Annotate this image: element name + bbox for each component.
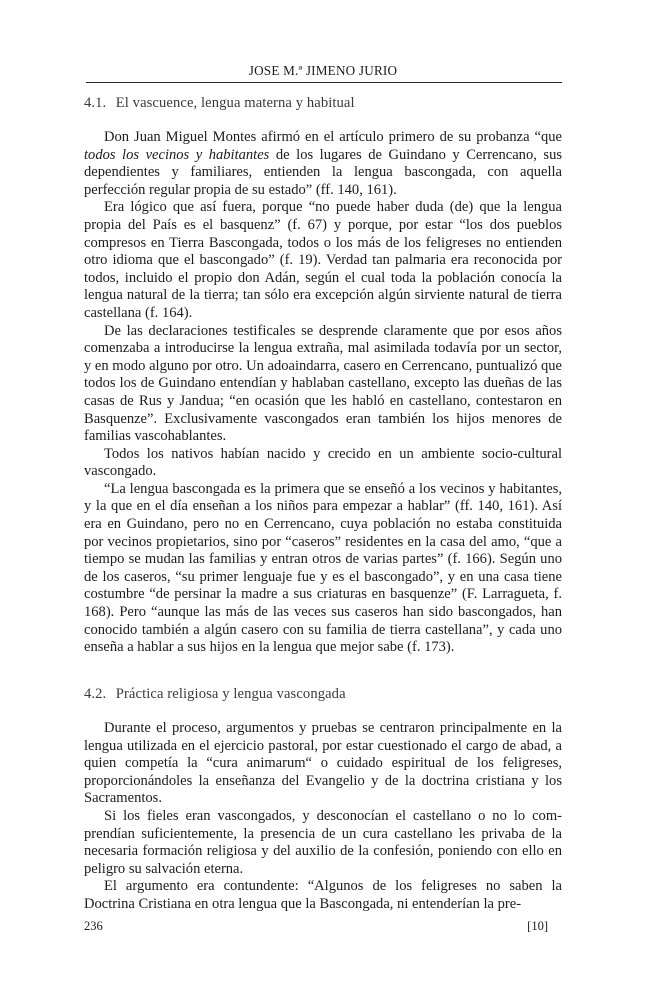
italic-phrase: todos los vecinos y habitantes — [84, 146, 270, 163]
section-number: 4.1. — [84, 95, 107, 111]
page-footer — [84, 918, 548, 934]
paragraph: El argumento era contundente: “Algunos de los feligreses no saben la Doctrina Cristiana en otra lengua que la Bascongada, ni entenderían la pre- — [84, 878, 562, 912]
header-rule — [86, 82, 562, 83]
section-4-2-body — [84, 720, 562, 914]
bracket-page-number: [10] — [527, 919, 548, 933]
section-number: 4.2. — [84, 686, 107, 702]
page-number: 236 — [84, 919, 103, 933]
document-page — [84, 0, 562, 1000]
paragraph: Era lógico que así fuera, porque “no puede haber duda (de) que la lengua propia del País es el basquenz” (f. 67) y porque, por estar “los dos pueblos compresos en Tierra Bascongada, todos o los más de los feligreses no entienden otro idioma que el bascongado” (f. 19). Verdad tan palmaria era reconocida por todos, incluido el propio don Adán, según el cual toda la población conocía la lengua natural de la tierra; tan sólo era excepción algún sirviente natural de tierra castellana (f. 164). — [84, 199, 562, 321]
section-title: Práctica religiosa y lengua vascongada — [115, 686, 346, 702]
running-head: JOSE M.ª JIMENO JURIO — [248, 63, 398, 78]
paragraph: De las declaraciones testificales se desprende claramente que por esos años comenzaba a introducirse la lengua extraña, mal asimilada todavía por un sector, y en modo alguno por otro. Un adoaindarra, casero en Cerrencano, puntualizó que todos los de Guindano entendían y hablaban castellano, excepto las dueñas de las casas de Rus y Jandua; “en ocasión que les habló en castellano, contestaron en Basquenze”. Exclusivamente vascongados eran también los hijos menores de familias vascohablantes. — [84, 322, 562, 445]
section-4-1-body — [84, 129, 562, 657]
paragraph: Todos los nativos habían nacido y crecido en un ambiente socio-cultural vascongado. — [84, 445, 562, 480]
section-heading-4-1 — [84, 94, 562, 112]
paragraph: Si los fieles eran vascongados, y desconocían el castellano o no lo comprendían suficientemente, la presencia de un cura castellano les privaba de la necesaria formación religiosa y del auxilio de la confesión, poniendo con ello en peligro su salvación eterna. — [84, 807, 562, 877]
section-heading-4-2 — [84, 685, 562, 703]
paragraph: “La lengua bascongada es la primera que se enseñó a los vecinos y habitantes, y la que en el día enseñan a los niños para empezar a hablar” (ff. 140, 161). Así era en Guindano, pero no en Cerrencano, cuya población no estaba constituida por vecinos propietarios, sino por “caseros” residentes en la casa del amo, “que a tiempo se mudan las familias y entran otros de varias partes” (f. 166). Según uno de los caseros, “su primer lenguaje fue y es el bascongado”, y en una casa tiene costumbre “de persinar la madre a sus criaturas en basquenze” (F. Larragueta, f. 168). Pero “aunque las más de las veces sus caseros han sido bascongados, han conocido también a algún casero con su familia de tierra castellana”, y cada uno enseña a hablar a sus hijos en la lengua que mejor sabe (f. 173). — [84, 480, 562, 656]
paragraph: Durante el proceso, argumentos y pruebas se centraron principalmente en la lengua utilizada en el ejercicio pastoral, por estar cuestionado el cargo de abad, a quien competía la “cura animarum“ o cuidado espiritual de los feligreses, proporcionándoles la enseñanza del Evangelio y de la doctrina cristiana y los Sacramentos. — [84, 720, 562, 807]
paragraph: Don Juan Miguel Montes afirmó en el artículo primero de su probanza “que todos los vecinos y habitantes de los lugares de Guindano y Cerrencano, sus dependientes y familiares, entienden la lengua bascongada, con aquella perfección regular propia de su estado” (ff. 140, 161). — [84, 129, 563, 198]
section-title: El vascuence, lengua materna y habitual — [115, 95, 355, 111]
